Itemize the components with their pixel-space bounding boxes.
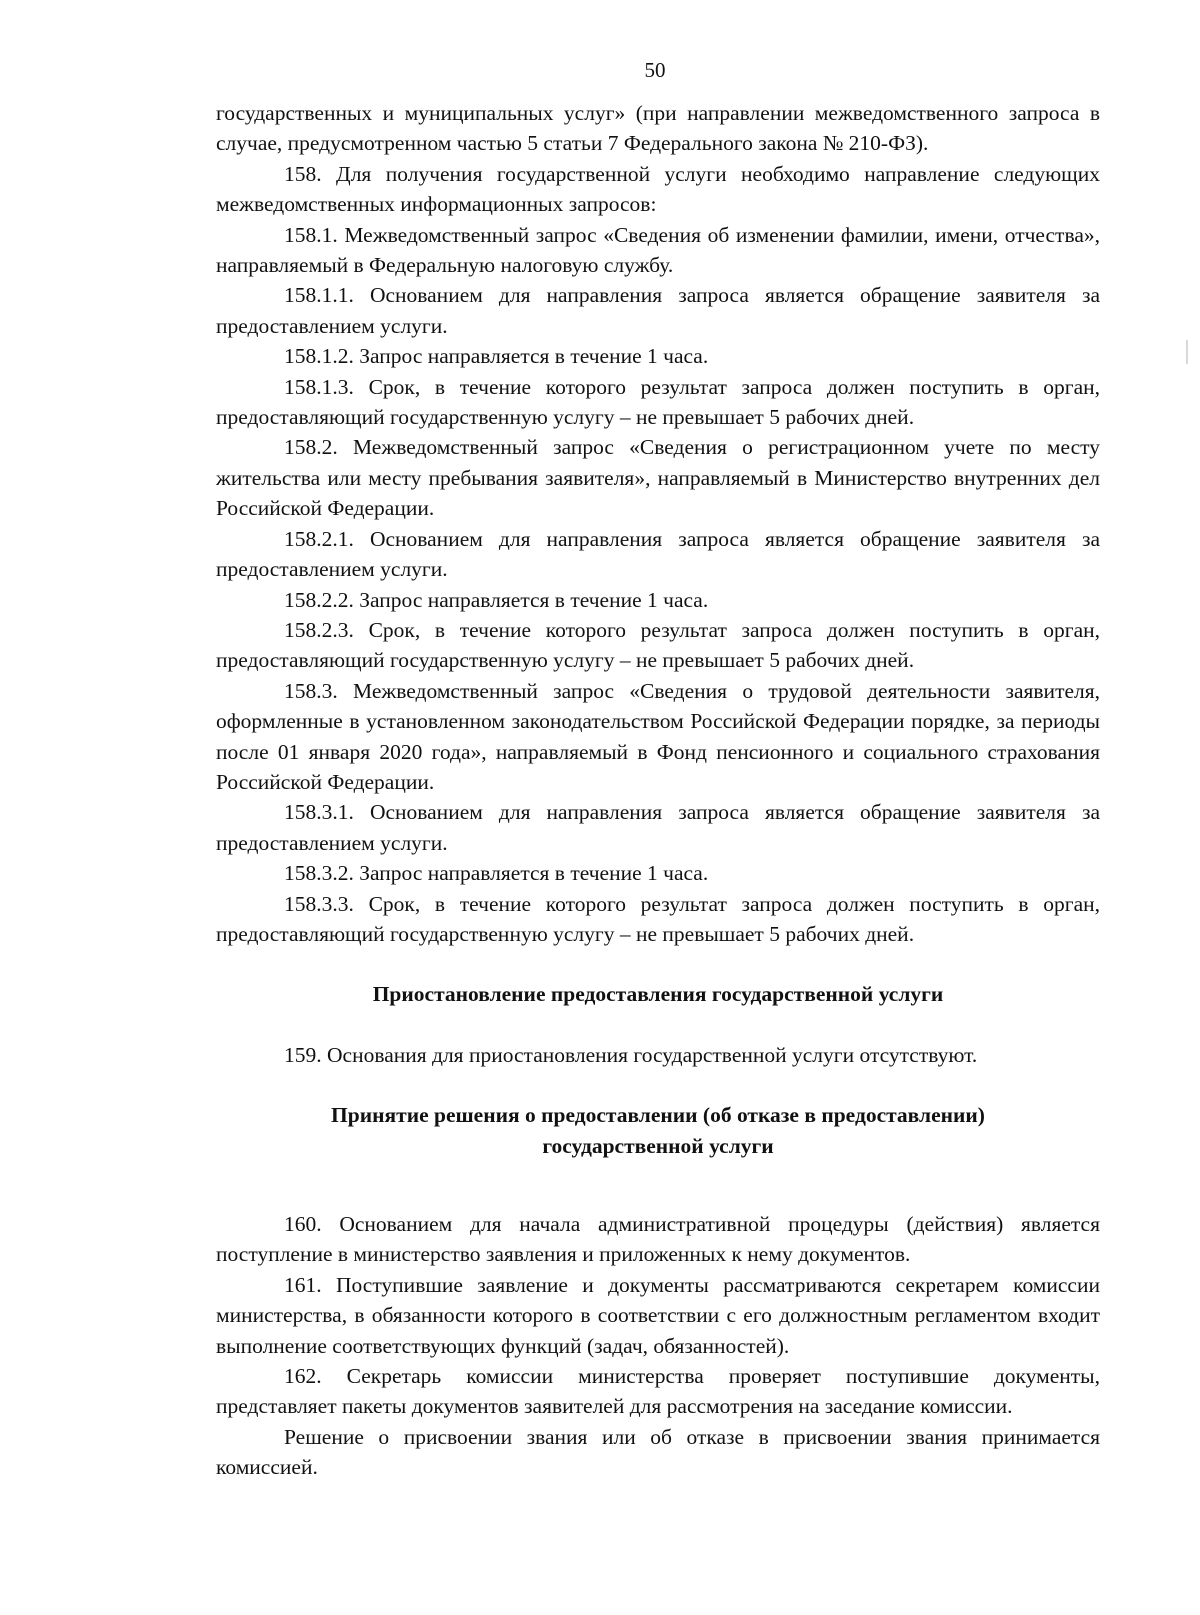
- paragraph: 158.1.3. Срок, в течение которого результат запроса должен поступить в орган, предоставляющий государственную услугу – не превышает 5 рабочих дней.: [216, 374, 1100, 430]
- paragraph: 158.1. Межведомственный запрос «Сведения об изменении фамилии, имени, отчества», направляемый в Федеральную налоговую службу.: [216, 222, 1100, 278]
- section-heading-suspension: Приостановление предоставления государственной услуги: [372, 982, 944, 1007]
- spacer: [216, 1010, 1100, 1040]
- paragraph: 161. Поступившие заявление и документы рассматриваются секретарем комиссии министерства, в обязанности которого в соответствии с его должностным регламентом входит выполнение соответствующих функций (задач, обязанностей).: [216, 1272, 1100, 1358]
- paragraph: 158. Для получения государственной услуги необходимо направление следующих межведомственных информационных запросов:: [216, 161, 1100, 217]
- page-number: 50: [644, 58, 666, 82]
- paragraphs-bottom: [216, 1209, 1100, 1483]
- document-body: [216, 98, 1100, 1483]
- paragraph: 158.2.3. Срок, в течение которого результат запроса должен поступить в орган, предоставляющий государственную услугу – не превышает 5 рабочих дней.: [216, 617, 1100, 673]
- section-heading-decision-line2: государственной услуги: [542, 1133, 774, 1158]
- spacer: [216, 949, 1100, 979]
- paragraph: 158.3.2. Запрос направляется в течение 1 часа.: [284, 861, 709, 886]
- scan-artifact: [1186, 340, 1188, 364]
- paragraph: 158.2. Межведомственный запрос «Сведения о регистрационном учете по месту жительства или месту пребывания заявителя», направляемый в Министерство внутренних дел Российской Федерации.: [216, 435, 1100, 521]
- spacer: [216, 1070, 1100, 1100]
- spacer: [216, 1161, 1100, 1209]
- paragraph: 158.2.1. Основанием для направления запроса является обращение заявителя за предоставлением услуги.: [216, 526, 1100, 582]
- paragraph: 158.2.2. Запрос направляется в течение 1 часа.: [284, 587, 709, 612]
- paragraph: Решение о присвоении звания или об отказе в присвоении звания принимается комиссией.: [216, 1424, 1100, 1480]
- paragraph: 158.1.1. Основанием для направления запроса является обращение заявителя за предоставлением услуги.: [216, 283, 1100, 338]
- paragraphs-top: [216, 98, 1100, 949]
- paragraph: 160. Основанием для начала административной процедуры (действия) является поступление в министерство заявления и приложенных к нему документов.: [216, 1212, 1100, 1267]
- paragraph: 158.3.3. Срок, в течение которого результат запроса должен поступить в орган, предоставляющий государственную услугу – не превышает 5 рабочих дней.: [216, 891, 1100, 946]
- paragraph: 158.3. Межведомственный запрос «Сведения о трудовой деятельности заявителя, оформленные в установленном законодательством Российской Федерации порядке, за периоды после 01 января 2020 года», направляемый в Фонд пенсионного и социального страхования Российской Федерации.: [216, 678, 1100, 794]
- paragraph: 162. Секретарь комиссии министерства проверяет поступившие документы, представляет пакеты документов заявителей для рассмотрения на заседание комиссии.: [216, 1364, 1100, 1419]
- paragraph: 158.1.2. Запрос направляется в течение 1 часа.: [284, 344, 709, 369]
- section-heading-decision-line1: Принятие решения о предоставлении (об отказе в предоставлении): [331, 1103, 985, 1128]
- paragraph: 158.3.1. Основанием для направления запроса является обращение заявителя за предоставлением услуги.: [216, 800, 1100, 855]
- paragraph: государственных и муниципальных услуг» (при направлении межведомственного запроса в случае, предусмотренном частью 5 статьи 7 Федерального закона № 210-ФЗ).: [216, 101, 1100, 156]
- paragraph-159: 159. Основания для приостановления государственной услуги отсутствуют.: [284, 1042, 978, 1067]
